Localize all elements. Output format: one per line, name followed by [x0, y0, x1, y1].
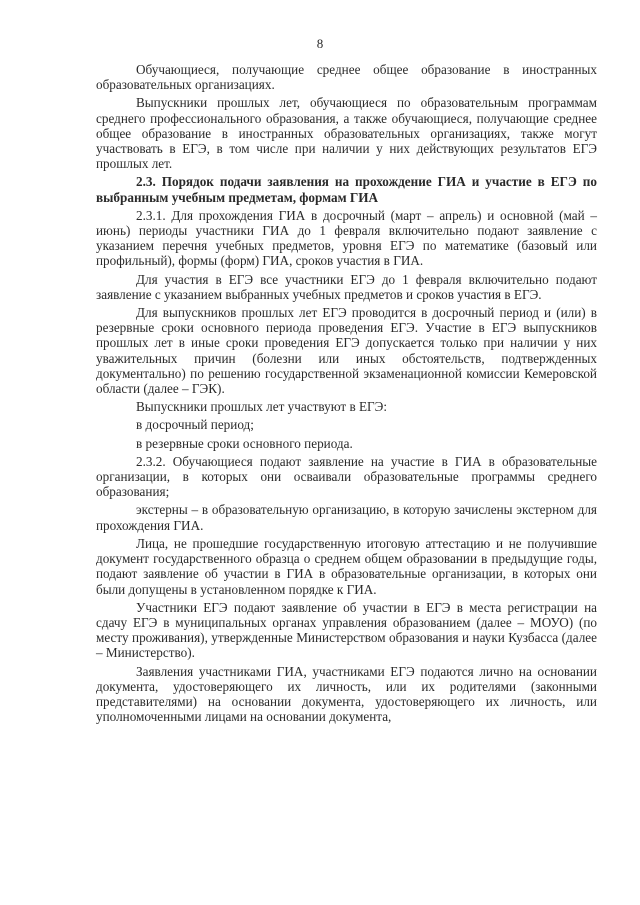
paragraph-not-passed: Лица, не прошедшие государственную итоговую аттестацию и не получившие документ государственного образца о среднем общем образовании в предыдущие годы, подают заявление об участии в ГИА в образовательные организации, в которых они были допущены в установленном порядке к ГИА.	[96, 535, 597, 597]
paragraph-past-graduates-participate: Выпускники прошлых лет участвуют в ЕГЭ:	[136, 399, 388, 415]
paragraph-ege-application: Для участия в ЕГЭ все участники ЕГЭ до 1 февраля включительно подают заявление с указанием выбранных учебных предметов и сроков участия в ЕГЭ.	[96, 271, 597, 302]
paragraph-applications-personal: Заявления участниками ГИА, участниками ЕГЭ подаются лично на основании документа, удостоверяющего их личность, или их родителями (законными представителями) на основании документа, удостоверяющего их личность, или уполномоченными лицами на основании документа,	[96, 663, 597, 725]
document-body	[96, 62, 597, 724]
paragraph-2-3-1: 2.3.1. Для прохождения ГИА в досрочный (март – апрель) и основной (май – июнь) периоды участники ГИА до 1 февраля включительно подают заявление с указанием перечня учебных предметов, уровня ЕГЭ по математике (базовый или профильный), формы (форм) ГИА, сроков участия в ГИА.	[96, 207, 597, 269]
section-heading-2-3: 2.3. Порядок подачи заявления на прохождение ГИА и участие в ЕГЭ по выбранным учебным предметам, формам ГИА	[96, 174, 597, 205]
list-item-reserve-period: в резервные сроки основного периода.	[136, 435, 353, 451]
paragraph-2-3-2: 2.3.2. Обучающиеся подают заявление на участие в ГИА в образовательные организации, в которых они осваивали образовательные программы среднего образования;	[96, 453, 597, 500]
list-item-early-period: в досрочный период;	[136, 417, 254, 433]
page-number: 8	[316, 36, 324, 51]
paragraph-foreign-students: Обучающиеся, получающие среднее общее образование в иностранных образовательных организациях.	[96, 62, 597, 93]
paragraph-past-graduates-periods: Для выпускников прошлых лет ЕГЭ проводится в досрочный период и (или) в резервные сроки основного периода проведения ЕГЭ. Участие в ЕГЭ выпускников прошлых лет в иные сроки проведения ЕГЭ допускается только при наличии у них уважительных причин (болезни или иных обстоятельств, подтвержденных документально) по решению государственной экзаменационной комиссии Кемеровской области (далее – ГЭК).	[96, 305, 597, 397]
paragraph-past-graduates: Выпускники прошлых лет, обучающиеся по образовательным программам среднего профессионального образования, а также обучающиеся, получающие среднее общее образование в иностранных образовательных организациях, также могут участвовать в ЕГЭ, в том числе при наличии у них действующих результатов ЕГЭ прошлых лет.	[96, 95, 597, 172]
paragraph-externs: экстерны – в образовательную организацию, в которую зачислены экстерном для прохождения ГИА.	[96, 502, 597, 533]
paragraph-ege-registration: Участники ЕГЭ подают заявление об участии в ЕГЭ в места регистрации на сдачу ЕГЭ в муниципальных органах управления образованием (далее – МОУО) (по месту проживания), утвержденные Министерством образования и науки Кузбасса (далее – Министерство).	[96, 599, 597, 661]
